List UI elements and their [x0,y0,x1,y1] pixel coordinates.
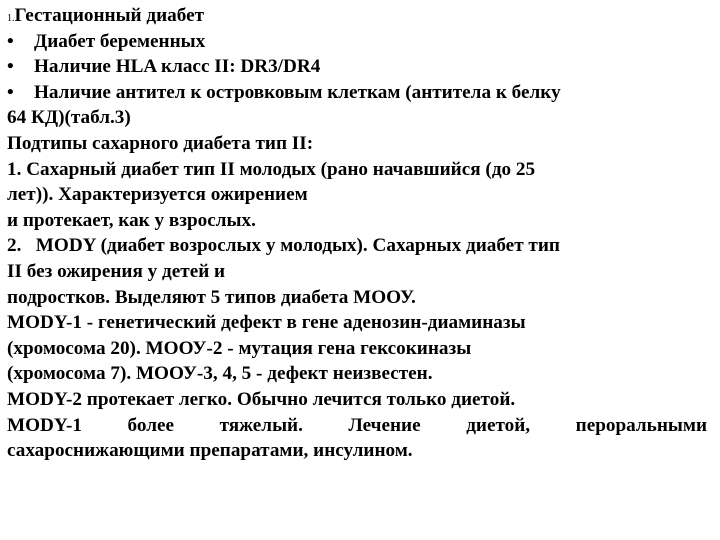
bullet-text: Наличие HLA класс II: DR3/DR4 [34,56,321,78]
text-line: (хромосома 7). МООУ-3, 4, 5 - дефект неизвестен. [7,363,433,385]
bullet-item [7,54,707,80]
bullet-symbol: • [7,30,14,52]
text-line: MODY-1 - генетический дефект в гене аденозин-диаминазы [7,312,526,334]
bullet-item [7,80,707,106]
heading-number: 1. [7,13,15,24]
text-line: MODY-2 протекает легко. Обычно лечится только диетой. [7,388,516,410]
text-line: II без ожирения у детей и [7,260,226,282]
bullet-symbol: • [7,56,14,78]
bullet-symbol: • [7,81,14,103]
bullet-item [7,29,707,55]
slide-text [7,3,707,464]
text-line: подростков. Выделяют 5 типов диабета МООУ. [7,286,416,308]
text-line: 1. Сахарный диабет тип II молодых (рано начавшийся (до 25 [7,158,536,180]
text-line: 2. MODY (диабет возрослых у молодых). Сахарных диабет тип [7,235,560,257]
text-line: лет)). Характеризуется ожирением [7,184,308,206]
text-line-justified: MODY-1 более тяжелый. Лечение диетой, пероральными [7,414,707,436]
text-line: (хромосома 20). МООУ-2 - мутация гена гексокиназы [7,337,472,359]
heading-title: Гестационный диабет [14,5,205,26]
bullet-text: Диабет беременных [34,30,206,52]
text-line: сахароснижающими препаратами, инсулином. [7,440,413,462]
bullet-text: Наличие антител к островковым клеткам (антитела к белку [34,81,561,103]
heading-line [7,3,707,29]
subtypes-heading: Подтипы сахарного диабета тип II: [7,132,314,154]
text-line: 64 КД)(табл.3) [7,107,131,129]
text-line: и протекает, как у взрослых. [7,209,256,231]
